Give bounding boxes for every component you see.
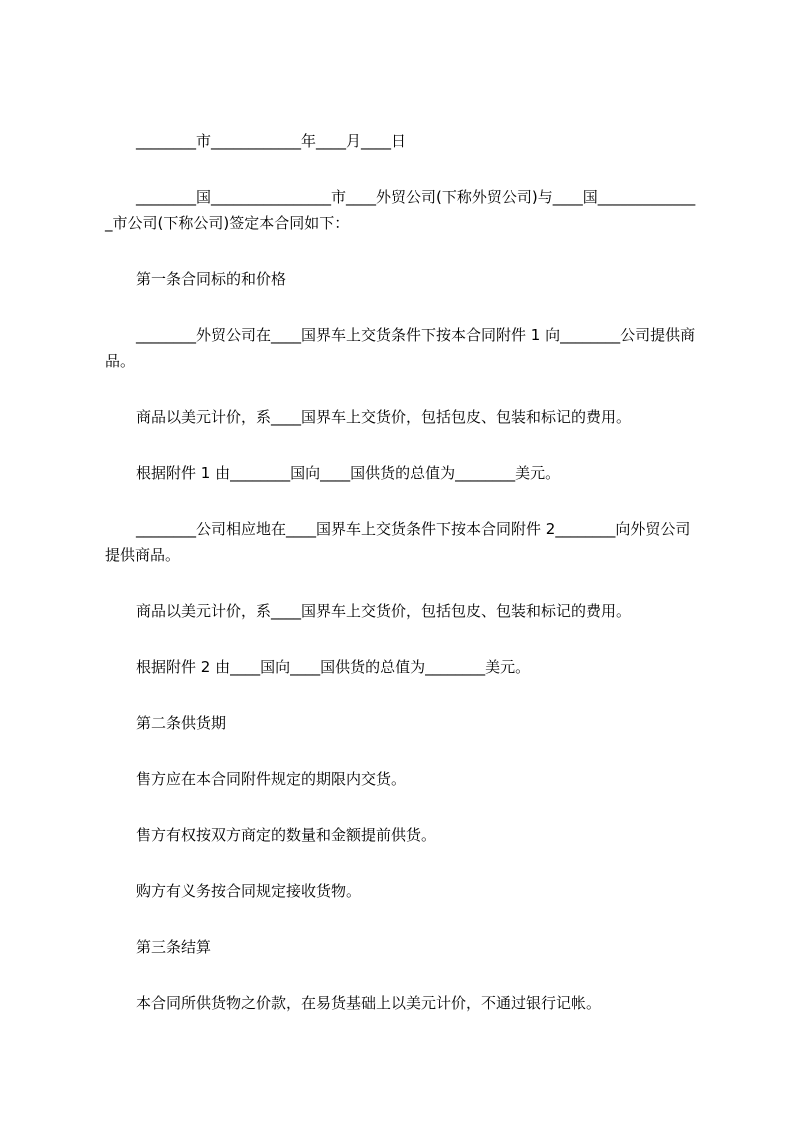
article-2-paragraph-2: 售方有权按双方商定的数量和金额提前供货。 bbox=[136, 826, 437, 844]
article-2-paragraph-3: 购方有义务按合同规定接收货物。 bbox=[136, 882, 362, 900]
article-1-paragraph-5: 商品以美元计价，系____国界车上交货价，包括包皮、包装和标记的费用。 bbox=[136, 602, 632, 620]
document-body bbox=[105, 128, 702, 1046]
date-line: ________市____________年____月____日 bbox=[136, 132, 407, 150]
article-1-paragraph-2: 商品以美元计价，系____国界车上交货价，包括包皮、包装和标记的费用。 bbox=[136, 408, 632, 426]
article-2-heading: 第二条供货期 bbox=[136, 714, 227, 732]
article-1-heading: 第一条合同标的和价格 bbox=[136, 270, 287, 288]
article-1-paragraph-4: ________公司相应地在____国界车上交货条件下按本合同附件 2________向外贸公司提供商品。 bbox=[105, 520, 691, 564]
article-1-paragraph-3: 根据附件 1 由________国向____国供货的总值为________美元。 bbox=[136, 464, 561, 482]
contract-parties-paragraph: ________国________________市____外贸公司(下称外贸公司)与____国______________市公司(下称公司)签定本合同如下： bbox=[105, 188, 696, 232]
article-1-paragraph-6: 根据附件 2 由____国向____国供货的总值为________美元。 bbox=[136, 658, 531, 676]
article-3-paragraph-1: 本合同所供货物之价款，在易货基础上以美元计价，不通过银行记帐。 bbox=[136, 994, 602, 1012]
article-1-paragraph-1: ________外贸公司在____国界车上交货条件下按本合同附件 1 向________公司提供商品。 bbox=[105, 326, 696, 370]
article-2-paragraph-1: 售方应在本合同附件规定的期限内交货。 bbox=[136, 770, 407, 788]
article-3-heading: 第三条结算 bbox=[136, 938, 212, 956]
